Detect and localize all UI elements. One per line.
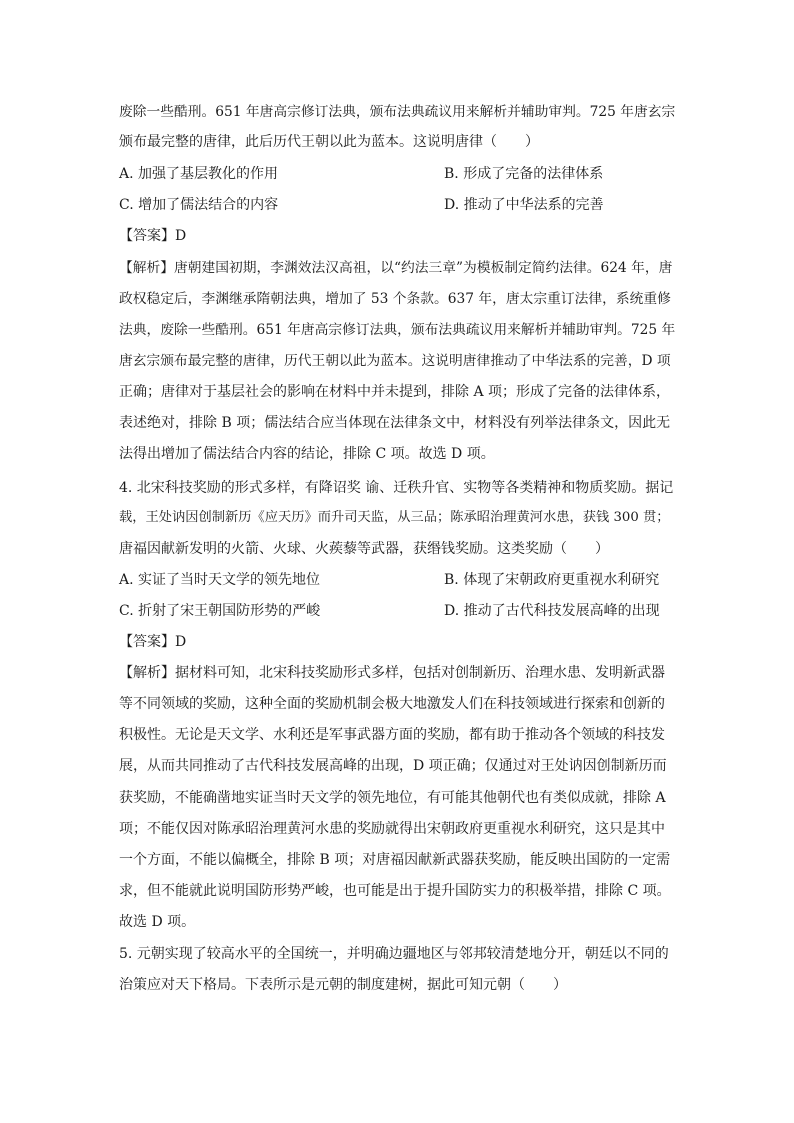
q3-answer: 【答案】D — [119, 228, 187, 244]
q4-analysis-line-6: 项；不能仅因对陈承昭治理黄河水患的奖励就得出宋朝政府更重视水利研究，这只是其中 — [119, 821, 665, 837]
q4-analysis-line-9: 故选 D 项。 — [119, 914, 196, 930]
q3-option-d: D. 推动了中华法系的完善 — [444, 197, 604, 213]
q4-analysis-line-7: 一个方面，不能以偏概全，排除 B 项；对唐福因献新武器获奖励，能反映出国防的一定需 — [119, 852, 671, 868]
q3-option-b: B. 形成了完备的法律体系 — [444, 166, 604, 182]
q4-analysis-line-3: 积极性。无论是天文学、水利还是军事武器方面的奖励，都有助于推动各个领域的科技发 — [119, 727, 665, 743]
q4-option-d: D. 推动了古代科技发展高峰的出现 — [444, 603, 660, 619]
q3-option-c: C. 增加了儒法结合的内容 — [119, 197, 279, 213]
q4-stem-line-1: 4. 北宋科技奖励的形式多样，有降诏奖 谕、迁秩升官、实物等各类精神和物质奖励。据记 — [119, 480, 674, 496]
q4-analysis-line-4: 展，从而共同推动了古代科技发展高峰的出现，D 项正确；仅通过对王处讷因创制新历而 — [119, 758, 667, 774]
q4-analysis-line-2: 等不同领域的奖励，这种全面的奖励机制会极大地激发人们在科技领域进行探索和创新的 — [119, 696, 665, 712]
q3-analysis-line-7: 法得出增加了儒法结合内容的结论，排除 C 项。故选 D 项。 — [119, 446, 495, 462]
q3-stem-line-2: 颁布最完整的唐律，此后历代王朝以此为蓝本。这说明唐律（ ） — [119, 134, 539, 150]
q4-answer: 【答案】D — [119, 634, 187, 650]
q3-analysis-line-1: 【解析】唐朝建国初期，李渊效法汉高祖，以“约法三章”为模板制定简约法律。624 年，唐 — [119, 260, 673, 276]
q3-stem-line-1: 废除一些酷刑。651 年唐高宗修订法典，颁布法典疏议用来解析并辅助审判。725 年唐玄宗 — [119, 104, 676, 120]
q4-stem-line-2: 载，王处讷因创制新历《应天历》而升司天监，从三品；陈承昭治理黄河水患，获钱 300 贯； — [119, 510, 670, 525]
q3-analysis-line-5: 正确；唐律对于基层社会的影响在材料中并未提到，排除 A 项；形成了完备的法律体系， — [119, 384, 671, 400]
q3-analysis-line-6: 表述绝对，排除 B 项；儒法结合应当体现在法律条文中，材料没有列举法律条文，因此无 — [119, 415, 671, 431]
q5-stem-line-1: 5. 元朝实现了较高水平的全国统一，并明确边疆地区与邻邦较清楚地分开，朝廷以不同的 — [119, 946, 669, 962]
q4-stem-line-3: 唐福因献新发明的火箭、火球、火蒺藜等武器，获缗钱奖励。这类奖励（ ） — [119, 541, 609, 557]
q4-option-a: A. 实证了当时天文学的领先地位 — [119, 572, 321, 588]
q3-analysis-line-3: 法典，废除一些酷刑。651 年唐高宗修订法典，颁布法典疏议用来解析并辅助审判。725 年 — [119, 322, 676, 338]
q5-stem-line-2: 治策应对天下格局。下表所示是元朝的制度建树，据此可知元朝（ ） — [119, 977, 567, 993]
q4-analysis-line-5: 获奖励，不能确凿地实证当时天文学的领先地位，有可能其他朝代也有类似成就，排除 A — [119, 790, 666, 806]
q4-analysis-line-1: 【解析】据材料可知，北宋科技奖励形式多样，包括对创制新历、治理水患、发明新武器 — [119, 665, 665, 681]
q3-analysis-line-4: 唐玄宗颁布最完整的唐律，历代王朝以此为蓝本。这说明唐律推动了中华法系的完善，D 项 — [119, 353, 671, 369]
q3-analysis-line-2: 政权稳定后，李渊继承隋朝法典，增加了 53 个条款。637 年，唐太宗重订法律，系统重修 — [119, 291, 671, 307]
q4-analysis-line-8: 求，但不能就此说明国防形势严峻，也可能是出于提升国防实力的积极举措，排除 C 项。 — [119, 883, 671, 899]
q4-option-b: B. 体现了宋朝政府更重视水利研究 — [444, 572, 660, 588]
q3-option-a: A. 加强了基层教化的作用 — [119, 166, 279, 182]
q4-option-c: C. 折射了宋王朝国防形势的严峻 — [119, 603, 321, 619]
